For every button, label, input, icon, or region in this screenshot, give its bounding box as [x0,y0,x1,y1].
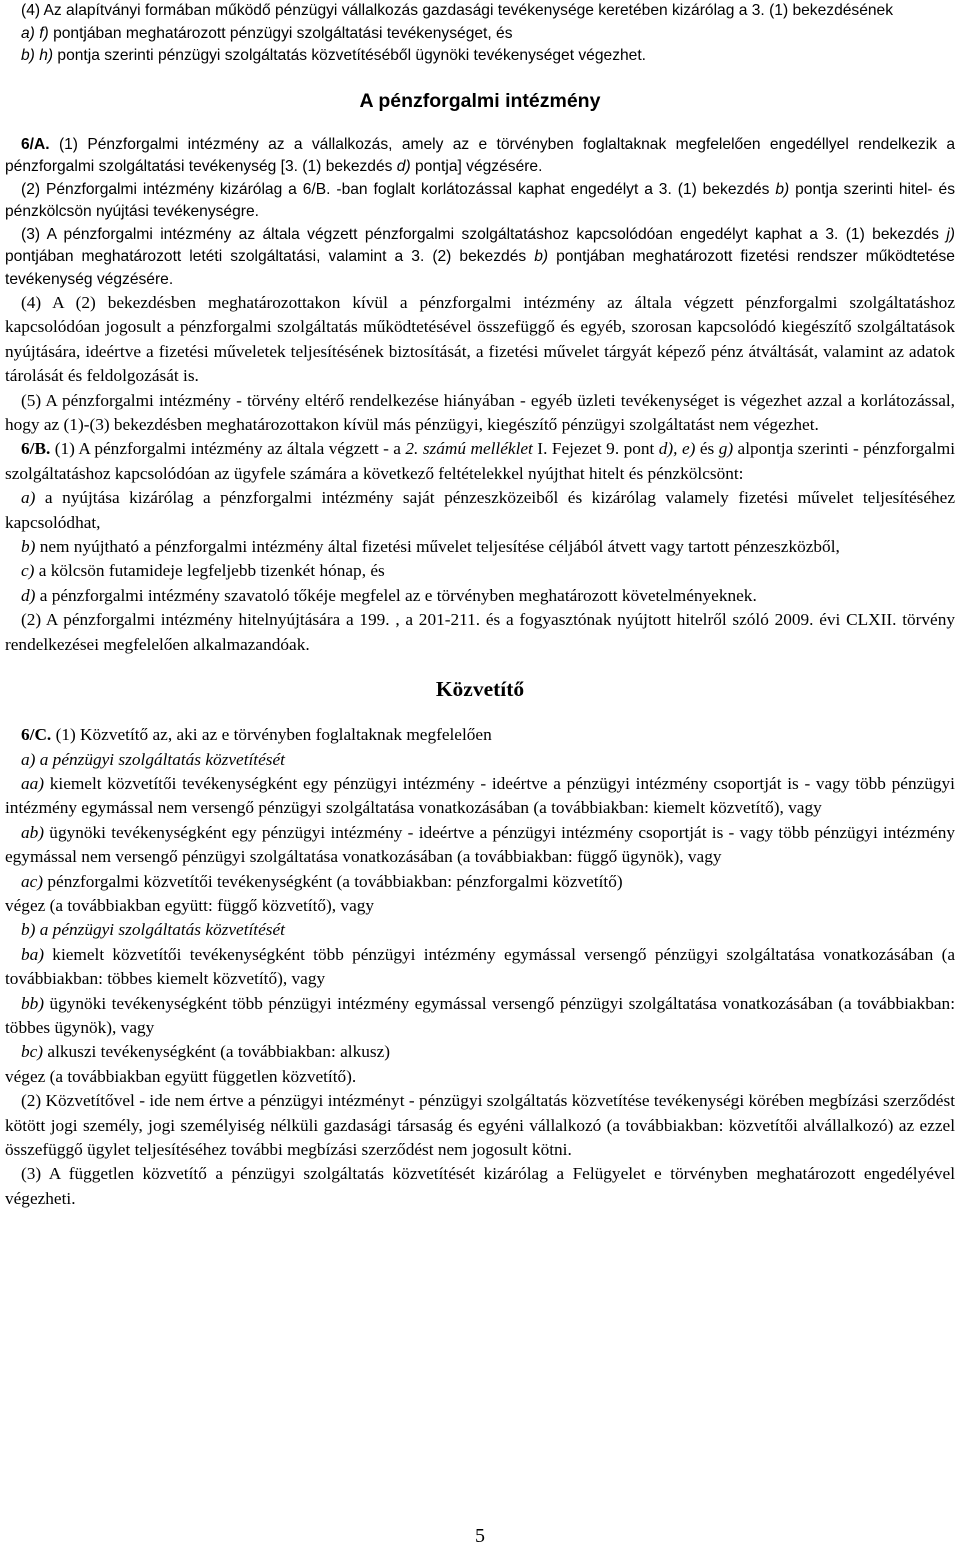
item-label: aa) [21,773,45,793]
list-item [5,535,955,559]
section-label: 6/C. [21,725,52,745]
paragraph-text: pontjában meghatározott pénzügyi szolgáltatási tevékenységet, és [48,24,513,42]
paragraph-text: kiemelt közvetítői tevékenységként egy pénzügyi intézmény - ideértve a pénzügyi intézmény csoportját is - vagy több pénzügyi intézmény egymással nem versengő pénzügyi szolgáltatása vonatkozásában (a továbbiakban: kiemelt közvetítő), vagy [5,773,955,818]
section-label: 6/A. [21,135,50,153]
section-heading: A pénzforgalmi intézmény [359,89,601,112]
item-label: ab) [21,822,45,842]
paragraph-text: pontja szerinti hitel- és pénzkölcsön nyújtási tevékenységre. [5,180,955,220]
paragraph-text: (3) A pénzforgalmi intézmény az általa végzett pénzforgalmi szolgáltatáshoz kapcsolódóan engedélyt kaphat a 3. (1) bekezdés [21,225,947,243]
paragraph: végez (a továbbiakban együtt független közvetítő). [5,1066,357,1086]
subsection-head: b) a pénzügyi szolgáltatás közvetítését [21,920,285,940]
paragraph [5,437,955,486]
paragraph-text: I. Fejezet 9. pont [532,439,659,459]
paragraph-text: alkuszi tevékenységként (a továbbiakban: alkusz) [43,1042,391,1062]
section-label: 6/B. [21,439,51,459]
list-item [5,821,955,870]
item-label: ba) [21,944,45,964]
paragraph: (5) A pénzforgalmi intézmény - törvény eltérő rendelkezése hiányában - egyéb üzleti tevékenységet is végezhet azzal a korlátozással, hogy az (1)-(3) bekezdésben meghatározottakon kívül más pénzügyi, kiegészítő pénzügyi szolgáltatást nem végezhet. [5,390,955,435]
paragraph-text: (2) Pénzforgalmi intézmény kizárólag a 6/B. -ban foglalt korlátozással kaphat engedélyt a 3. (1) bekezdés [21,180,776,198]
item-label: bb) [21,993,45,1013]
item-label: b) h) [21,47,54,64]
item-label: d), e) [658,439,696,459]
paragraph-text: alpontja szerinti - pénzforgalmi szolgáltatáshoz kapcsolódóan az ügyfele számára a következő feltételekkel nyújthat hitelt és pénzkölcsönt: [5,439,955,483]
paragraph [5,134,955,179]
list-item [5,559,955,583]
paragraph-text: pontja] végzésére. [410,158,543,175]
page-number: 5 [475,1525,485,1547]
list-item [5,584,955,608]
list-item [5,748,955,772]
paragraph-text: ügynöki tevékenységként egy pénzügyi intézmény - ideértve a pénzügyi intézmény csoportját is - vagy több pénzügyi intézmény egymással nem versengő pénzügyi szolgáltatása vonatkozásában (a továbbiakban: függő ügynök), vagy [5,822,955,867]
item-label: bc) [21,1042,44,1062]
item-label: a) f) [21,24,49,42]
paragraph [5,224,955,292]
paragraph: végez (a továbbiakban együtt: függő közvetítő), vagy [5,895,375,915]
paragraph-text: (1) A pénzforgalmi intézmény az általa végzett - a [50,439,406,459]
paragraph-text: pontjában meghatározott letéti szolgáltatási, valamint a 3. (2) bekezdés [5,248,535,265]
list-item [5,772,955,821]
paragraph-text: (1) Pénzforgalmi intézmény az a vállalkozás, amely az e törvényben foglaltaknak megfelelően engedéllyel rendelkezik a pénzforgalmi szolgáltatási tevékenység [3. (1) bekezdés [5,135,955,175]
paragraph-text: és [695,439,719,459]
paragraph-text: pénzforgalmi közvetítői tevékenységként (a továbbiakban: pénzforgalmi közvetítő) [43,871,623,891]
paragraph-text: pontjában meghatározott fizetési rendszer működtetése tevékenység végzésére. [5,248,955,288]
item-label: a) [21,488,36,508]
paragraph-text: kiemelt közvetítői tevékenységként több pénzügyi intézmény egymással versengő pénzügyi szolgáltatása vonatkozásában (a továbbiakban: többes kiemelt közvetítő), vagy [5,944,955,989]
paragraph-text: pontja szerinti pénzügyi szolgáltatás közvetítéséből ügynöki tevékenységet végezhet. [53,47,646,64]
paragraph [5,723,955,747]
paragraph: (2) Közvetítővel - ide nem értve a pénzügyi intézményt - pénzügyi szolgáltatás közvetítése tevékenységi körében megbízási szerződést kötött jogi személy, jogi személyiség nélküli gazdasági társaság és egyéni vállalkozó (a továbbiakban: közvetítői alvállalkozó) az ezzel összefüggő ügylet teljesítéséhez további megbízási szerződést nem jogosult kötni. [5,1091,955,1159]
document-page [5,0,955,1211]
paragraph: (4) Az alapítványi formában működő pénzügyi vállalkozás gazdasági tevékenysége keretében kizárólag a 3. (1) bekezdésének [21,2,894,19]
paragraph-text: nem nyújtható a pénzforgalmi intézmény által fizetési művelet teljesítése céljából átvett vagy tartott pénzeszközből, [35,537,840,557]
paragraph: (4) A (2) bekezdésben meghatározottakon kívül a pénzforgalmi intézmény az általa végzett pénzforgalmi szolgáltatáshoz kapcsolódóan jogosult a pénzforgalmi szolgáltatás működtetésével összefüggő és egyéb, szorosan kapcsolódó kiegészítő szolgáltatások nyújtására, ideértve a fizetési műveletek teljesítésének biztosítását, a fizetési művelet tárgyát képező pénz átváltását, valamint az adatok tárolását és feldolgozását is. [5,293,955,386]
list-item [5,1040,955,1064]
item-label: ac) [21,871,44,891]
item-label: g) [718,439,734,459]
paragraph-text: (1) Közvetítő az, aki az e törvényben foglaltaknak megfelelően [51,725,492,745]
section-a [5,0,955,291]
paragraph: (2) A pénzforgalmi intézmény hitelnyújtására a 199. , a 201-211. és a fogyasztónak nyújtott hitelről szóló 2009. évi CLXII. törvény rendelkezései megfelelően alkalmazandóak. [5,610,955,654]
subsection-head: a) a pénzügyi szolgáltatás közvetítését [21,749,285,769]
item-label: b) [534,248,549,265]
paragraph: (3) A független közvetítő a pénzügyi szolgáltatás közvetítését kizárólag a Felügyelet e törvényben meghatározott engedélyével végezheti. [5,1164,955,1208]
paragraph-text: a pénzforgalmi intézmény szavatoló tőkéje megfelel az e törvényben meghatározott követelményeknek. [35,585,757,605]
annex-reference: 2. számú melléklet [405,439,533,459]
paragraph [5,179,955,224]
paragraph-text: ügynöki tevékenységként több pénzügyi intézmény egymással versengő pénzügyi szolgáltatása vonatkozásában (a továbbiakban: többes ügynök), vagy [5,993,955,1037]
paragraph-text: a nyújtása kizárólag a pénzforgalmi intézmény saját pénzeszközeiből és kizárólag valamely fizetési művelet teljesítéséhez kapcsolódhat, [5,488,955,532]
list-item [5,870,955,894]
item-label: d) [21,585,36,605]
section-heading: Közvetítő [435,677,525,702]
list-item [5,918,955,942]
paragraph-text: a kölcsön futamideje legfeljebb tizenkét hónap, és [34,561,385,581]
paragraph [5,23,955,46]
section-b [5,291,955,1211]
list-item [5,943,955,992]
item-label: d) [396,158,411,175]
item-label: b) [21,537,36,557]
list-item [5,992,955,1041]
paragraph [5,45,955,68]
item-label: c) [21,561,35,581]
list-item [5,486,955,535]
item-label: j) [946,225,955,243]
item-label: b) [775,180,790,198]
